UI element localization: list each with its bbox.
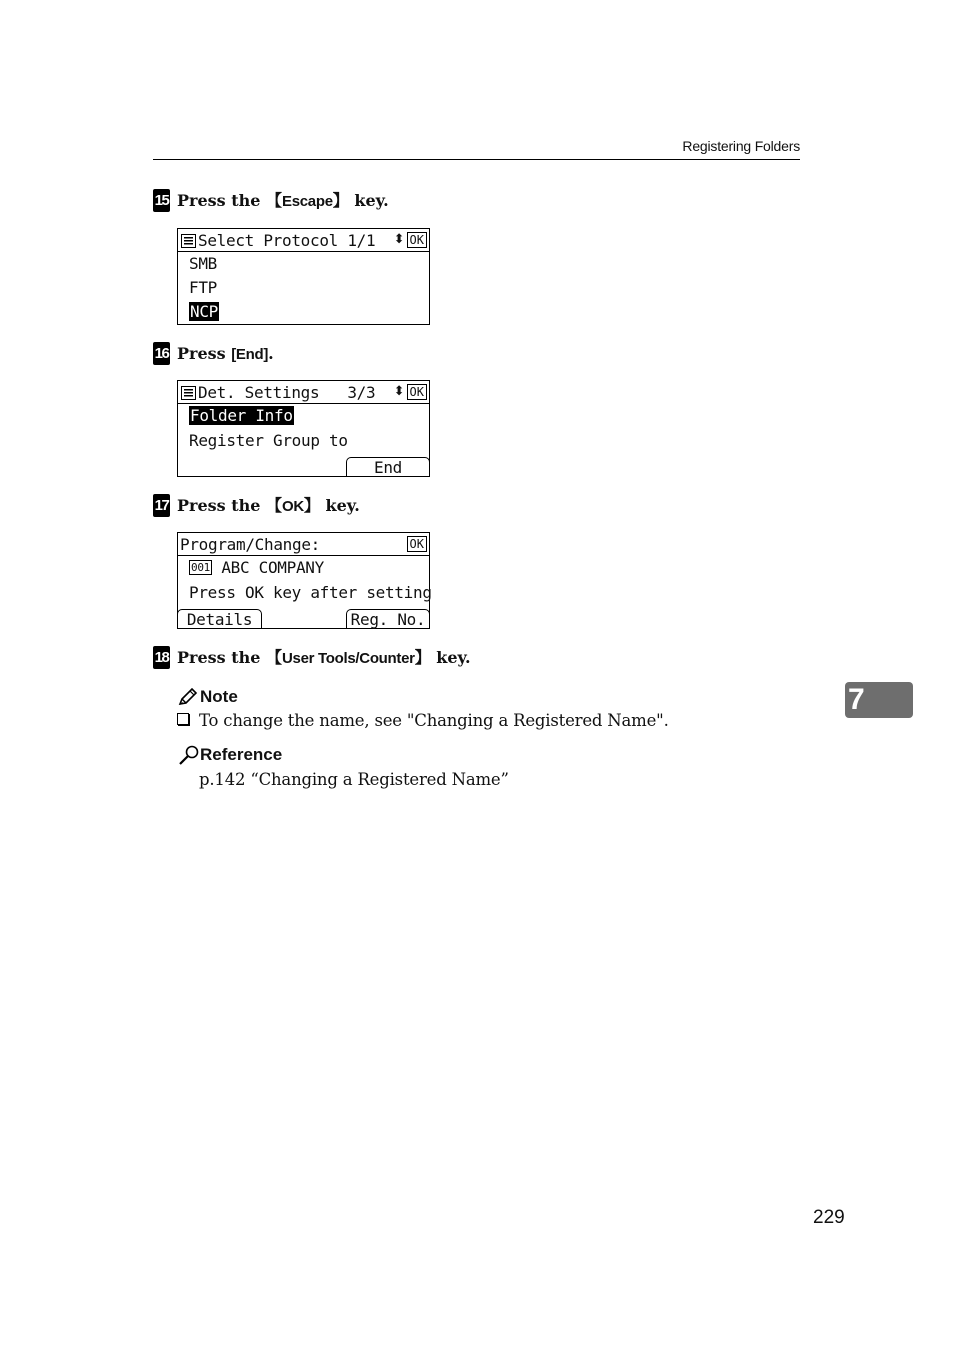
lcd-item-ncp[interactable]: [189, 302, 219, 322]
note-item: To change the name, see "Changing a Registered Name".: [177, 711, 669, 730]
reference-link[interactable]: p.142 “Changing a Registered Name”: [199, 770, 509, 789]
softkey-reg-no[interactable]: Reg. No.: [346, 609, 430, 629]
softkey-details[interactable]: Details: [177, 609, 262, 629]
step-15: 15 Press the 【Escape】 key.: [154, 191, 389, 210]
lcd-title: Select Protocol 1/1: [198, 230, 376, 250]
checkbox-icon: [177, 713, 189, 725]
step-number: 15: [153, 189, 170, 212]
lcd-det-settings: [177, 380, 430, 477]
key-name: OK: [282, 498, 304, 515]
selected-item: Folder Info: [190, 406, 293, 425]
menu-list-icon: [181, 385, 197, 399]
chapter-tab: 7: [845, 682, 913, 718]
step-16: 16 Press [End].: [154, 344, 274, 363]
up-down-arrow-icon: ⬍: [393, 232, 405, 247]
lcd-item-register-group[interactable]: Register Group to: [189, 431, 348, 450]
key-name: User Tools/Counter: [282, 650, 415, 667]
step-number: 16: [153, 342, 170, 365]
softkey-end[interactable]: End: [346, 457, 430, 477]
lcd-message: Press OK key after setting: [189, 583, 432, 602]
selected-item: NCP: [190, 302, 218, 321]
lcd-title-bar: [178, 381, 429, 404]
ok-indicator: OK: [407, 536, 427, 552]
key-name: Escape: [282, 193, 333, 210]
ok-indicator: OK: [407, 232, 427, 248]
magnifier-icon: [178, 745, 200, 765]
note-heading: Note: [178, 687, 238, 707]
lcd-program-change: [177, 532, 430, 629]
lcd-title: Det. Settings 3/3: [198, 382, 376, 402]
pencil-icon: [178, 688, 198, 706]
key-name: [End]: [231, 346, 269, 363]
entry-number: 001: [191, 561, 210, 574]
page-number: 229: [813, 1207, 845, 1228]
lcd-title-bar: [178, 229, 429, 252]
menu-list-icon: [181, 233, 197, 247]
step-number: 18: [153, 646, 170, 669]
lcd-item-ftp[interactable]: FTP: [189, 278, 217, 297]
lcd-entry[interactable]: [189, 558, 324, 578]
ok-indicator: OK: [407, 384, 427, 400]
lcd-title-bar: [178, 533, 429, 556]
lcd-select-protocol: [177, 228, 430, 325]
entry-name: ABC COMPANY: [221, 558, 324, 577]
step-17: 17 Press the 【OK】 key.: [154, 496, 360, 515]
step-18: 18 Press the 【User Tools/Counter】 key.: [154, 648, 471, 667]
step-number: 17: [153, 494, 170, 517]
reference-heading: Reference: [178, 745, 282, 765]
running-header: Registering Folders: [682, 138, 800, 154]
header-rule: [153, 159, 800, 160]
lcd-item-folder-info[interactable]: [189, 406, 294, 426]
lcd-title: Program/Change:: [180, 534, 320, 554]
up-down-arrow-icon: ⬍: [393, 384, 405, 399]
lcd-item-smb[interactable]: SMB: [189, 254, 217, 273]
